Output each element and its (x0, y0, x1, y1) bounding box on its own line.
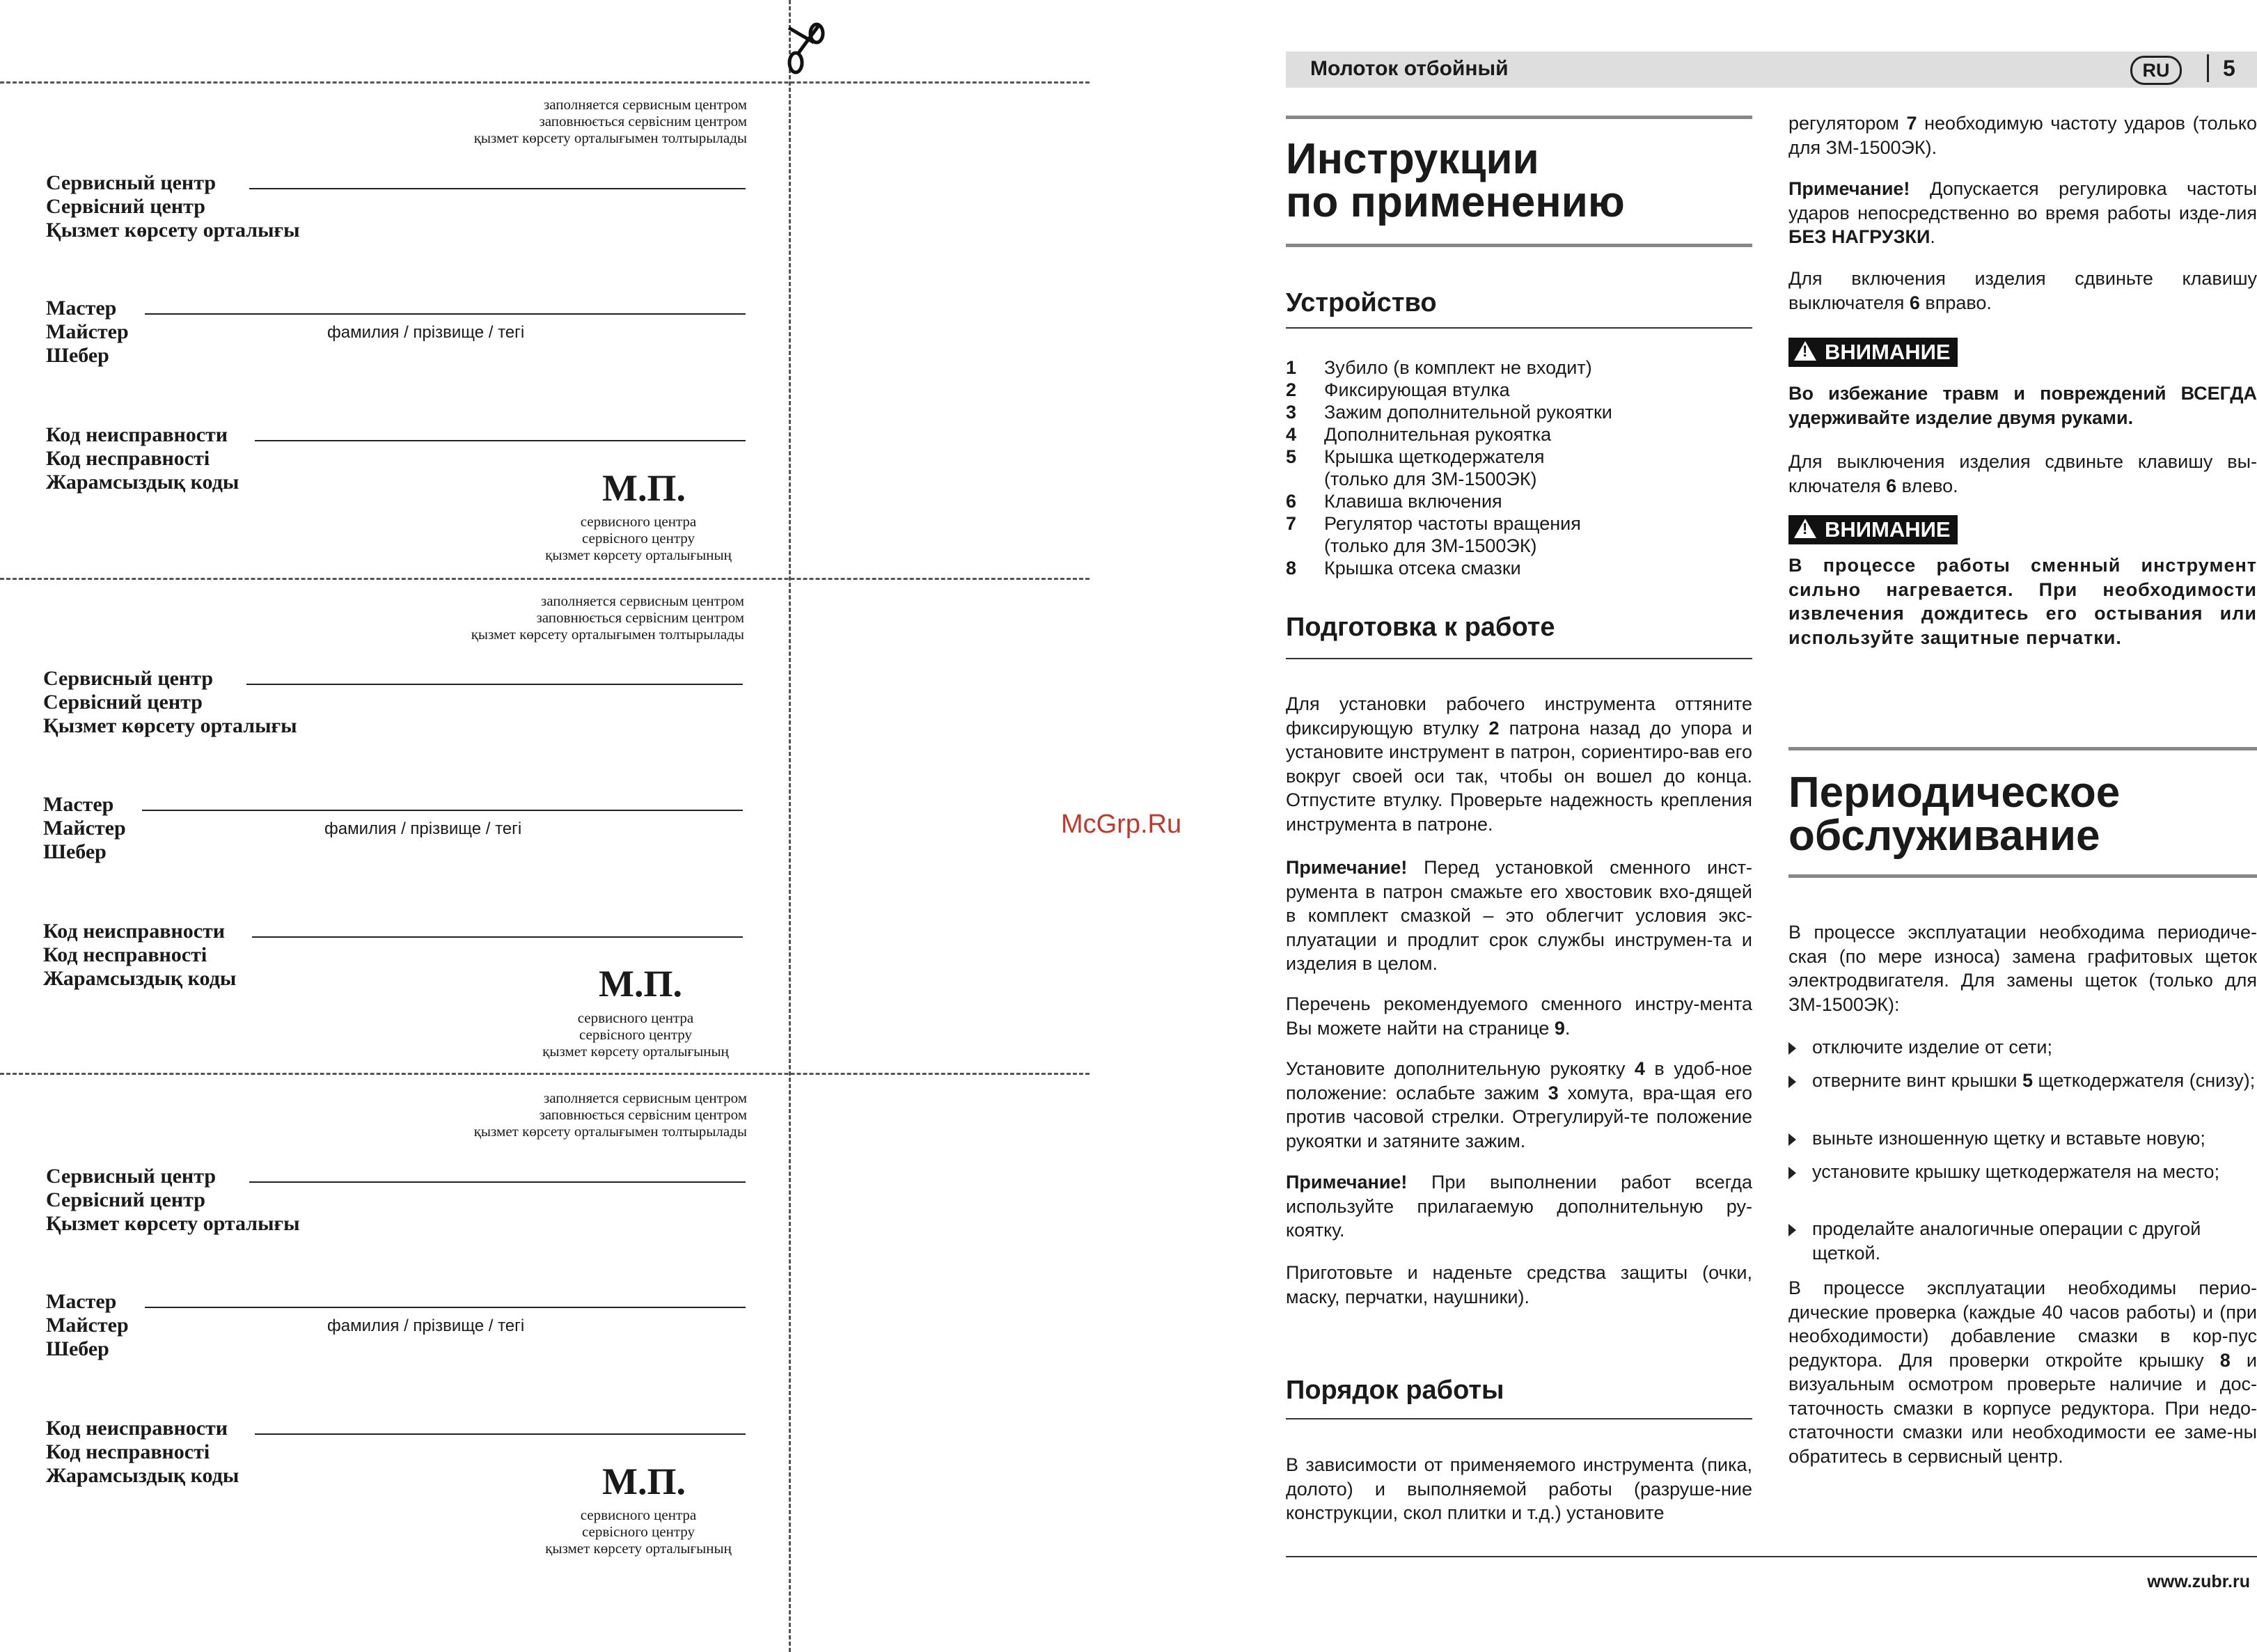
ref-number: 6 (1886, 475, 1897, 496)
note-label: Примечание! (1788, 178, 1910, 199)
service-center-label (46, 1165, 300, 1236)
watermark-text: McGrp.Ru (1061, 810, 1182, 839)
master-label (46, 1290, 129, 1361)
section-rule (1286, 244, 1752, 247)
item-number: 7 (1286, 513, 1297, 534)
section-title-line: Периодическое (1788, 769, 2121, 817)
fault-code-label-line: Жарамсыздық коды (46, 1464, 239, 1487)
scissors-icon (783, 21, 832, 84)
item-text: Зубило (в комплект не входит) (1324, 357, 1592, 378)
master-label-line: Майстер (46, 1314, 129, 1337)
text-run: влево. (1896, 475, 1958, 496)
master-label-line: Майстер (43, 817, 126, 840)
text-run: Установите дополнительную рукоятку (1286, 1058, 1635, 1079)
prep-paragraph-1 (1286, 692, 1752, 836)
text-run: вправо. (1919, 292, 1992, 313)
master-label-line: Шебер (43, 840, 107, 863)
stamp-title: М.П. (602, 467, 686, 509)
service-center-label (46, 171, 300, 242)
service-center-label-line: Сервісний центр (46, 1188, 205, 1211)
section-rule (1788, 874, 2257, 878)
service-center-field[interactable] (249, 1181, 746, 1183)
service-center-field[interactable] (249, 188, 746, 189)
note-label: Примечание! (1286, 1172, 1408, 1193)
item-number: 8 (1286, 558, 1297, 579)
fault-code-label-line: Код неисправности (43, 920, 226, 943)
stamp-caption-line: қызмет көрсету орталығының (545, 1540, 732, 1557)
stamp-title: М.П. (602, 1461, 686, 1502)
service-center-label-line: Сервісний центр (43, 691, 203, 714)
service-center-label-line: Сервисный центр (43, 667, 213, 690)
master-label-line: Шебер (46, 344, 109, 367)
fill-note-line: қызмет көрсету орталығымен толтырылады (473, 129, 747, 146)
stamp-caption-line: қызмет көрсету орталығының (545, 546, 732, 563)
device-list-item (1286, 356, 1752, 379)
service-center-field[interactable] (246, 684, 743, 685)
fault-code-field[interactable] (252, 936, 743, 938)
fill-note-line: заполняется сервисным центром (543, 96, 747, 113)
service-center-label (43, 667, 297, 738)
section-title-line: по применению (1286, 178, 1625, 226)
warning-label: ВНИМАНИЕ (1825, 340, 1951, 364)
step-text (1812, 1069, 2257, 1093)
text-run: патрона назад до упора и установите инструмент в патрон, сориентиро-вав его вокруг своей оси так, чтобы он вошел до конца. Отпустите втулку. Проверьте надежность крепления инструмента в патроне. (1286, 717, 1752, 835)
stamp-caption-line: сервисного центра (580, 1507, 697, 1523)
ref-number: 3 (1548, 1082, 1559, 1103)
name-hint: фамилия / прізвище / тегі (327, 1316, 525, 1335)
stamp-caption-line: сервісного центру (581, 530, 695, 546)
fill-note-line: заполняется сервисным центром (543, 1089, 747, 1106)
fault-code-field[interactable] (255, 440, 746, 441)
stamp-caption (492, 1507, 785, 1557)
bullet-arrow-icon (1788, 1076, 1796, 1088)
text-run: Для установки рабочего инструмента оттяните фиксирующую втулку (1286, 693, 1752, 739)
section-title-maintenance (1788, 771, 2120, 858)
work-order-paragraph (1286, 1453, 1752, 1525)
fault-code-label (46, 423, 239, 494)
item-number: 4 (1286, 424, 1297, 445)
service-center-label-line: Қызмет көрсету орталығы (46, 1212, 300, 1235)
text-run: щеткодержателя (снизу); (2032, 1070, 2256, 1091)
ref-number: 6 (1909, 292, 1920, 313)
text-run: . (1930, 226, 1935, 247)
fault-code-label (46, 1417, 239, 1488)
device-list-item (1286, 468, 1752, 490)
bullet-arrow-icon (1788, 1224, 1796, 1236)
ref-number: 4 (1634, 1058, 1645, 1079)
text-run: проделайте аналогичные операции с другой щеткой. (1812, 1218, 2201, 1264)
footer-rule (1286, 1556, 2257, 1557)
device-list-item (1286, 379, 1752, 401)
item-text: Регулятор частоты вращения (1324, 513, 1581, 534)
text-run: необходимую частоту ударов (только для ЗМ-1500ЭК). (1788, 113, 2257, 158)
text-run: . (1564, 1017, 1571, 1039)
service-center-label-line: Сервісний центр (46, 195, 205, 218)
bullet-arrow-icon (1788, 1133, 1796, 1146)
item-number: 6 (1286, 491, 1297, 512)
service-center-label-line: Сервисный центр (46, 1165, 216, 1188)
warning-icon: ! (1794, 519, 1816, 538)
work-order-heading: Порядок работы (1286, 1376, 1504, 1405)
section-title-line: обслуживание (1788, 812, 2100, 860)
fault-code-label-line: Жарамсыздық коды (46, 471, 239, 494)
stamp-caption-line: қызмет көрсету орталығының (542, 1043, 729, 1060)
fill-note-line: заполняется сервисным центром (540, 592, 744, 609)
device-list-item (1286, 401, 1752, 423)
page-title: Молоток отбойный (1310, 57, 1509, 80)
section-title-line: Инструкции (1286, 135, 1539, 183)
service-center-label-line: Қызмет көрсету орталығы (46, 219, 300, 242)
fault-code-label-line: Код несправності (46, 1440, 210, 1463)
heading-rule (1286, 658, 1752, 659)
page-number: 5 (2207, 54, 2235, 82)
text-run: При выполнении работ всегда используйте прилагаемую дополнительную ру-коятку. (1286, 1172, 1752, 1241)
prep-paragraph-6 (1286, 1261, 1752, 1309)
footer-url[interactable]: www.zubr.ru (2147, 1572, 2250, 1591)
text-run: отключите изделие от сети; (1812, 1037, 2053, 1057)
fault-code-label-line: Код несправності (46, 447, 210, 470)
item-text: Зажим дополнительной рукоятки (1324, 402, 1612, 423)
fill-note-line: заповнюється сервісним центром (539, 1106, 747, 1123)
fill-note (474, 96, 747, 146)
stamp-caption-line: сервисного центра (577, 1009, 694, 1026)
prep-paragraph-2 (1286, 856, 1752, 976)
col2-paragraph-2 (1788, 177, 2257, 249)
text-run: Перед установкой сменного инст-румента в патрон смажьте его хвостовик вхо-дящей в комплект смазкой – это облегчит условия экс-плуатации и продлит срок службы инструмен-та и изделия в целом. (1286, 857, 1752, 974)
warning-badge (1788, 515, 1958, 544)
text-run: Для включения изделия сдвиньте клавишу выключателя (1788, 268, 2257, 313)
ref-number: 2 (1488, 717, 1500, 739)
fill-note-line: қызмет көрсету орталығымен толтырылады (471, 626, 744, 643)
text-run: хомута, вра-щая его против часовой стрелки. Отрегулируй-те положение рукоятки и затяните зажим. (1286, 1082, 1752, 1151)
section-rule (1788, 747, 2257, 750)
master-field[interactable] (145, 313, 746, 315)
item-text: Клавиша включения (1324, 491, 1502, 512)
prep-paragraph-3 (1286, 992, 1752, 1040)
vertical-cut-line (789, 0, 791, 1652)
text-run: Допускается регулировка частоты ударов непосредственно во время работы изде-лия (1788, 178, 2257, 223)
fault-code-label-line: Код неисправности (46, 1417, 228, 1440)
service-coupon (0, 91, 789, 578)
heading-rule (1286, 327, 1752, 329)
master-label (43, 793, 126, 864)
language-badge: RU (2130, 56, 2182, 85)
col2-paragraph-1 (1788, 111, 2257, 159)
note-label: Примечание! (1286, 857, 1408, 878)
service-coupon (0, 588, 789, 1076)
item-number: 3 (1286, 402, 1297, 423)
item-text: Дополнительная рукоятка (1324, 424, 1552, 445)
item-text: Крышка щеткодержателя (1324, 446, 1545, 467)
text-run: Приготовьте и наденьте средства защиты (очки, маску, перчатки, наушники). (1286, 1262, 1752, 1307)
text-run: В зависимости от применяемого инструмента (пика, долото) и выполняемой работы (разруше-ние конструкции, скол плитки и т.д.) установите (1286, 1454, 1752, 1523)
master-label-line: Шебер (46, 1337, 109, 1360)
stamp-caption-line: сервисного центра (580, 513, 697, 530)
master-label-line: Майстер (46, 320, 129, 343)
device-list-item (1286, 490, 1752, 512)
text-run: выньте изношенную щетку и вставьте новую; (1812, 1128, 2205, 1149)
section-title-instructions (1286, 135, 1625, 226)
preparation-heading: Подготовка к работе (1286, 613, 1555, 642)
stamp-caption (489, 1009, 782, 1060)
device-list-item (1286, 557, 1752, 579)
device-list-item (1286, 535, 1752, 557)
service-center-label-line: Қызмет көрсету орталығы (43, 714, 297, 737)
text-run: установите крышку щеткодержателя на место; (1812, 1161, 2220, 1182)
section-rule (1286, 116, 1752, 119)
text-run: отверните винт крышки (1812, 1070, 2022, 1091)
warning-badge (1788, 338, 1958, 367)
stamp-title: М.П. (599, 963, 682, 1005)
master-label-line: Мастер (46, 1290, 117, 1313)
fault-code-label-line: Жарамсыздық коды (43, 967, 237, 990)
item-number: 1 (1286, 357, 1297, 378)
fill-note-line: қызмет көрсету орталығымен толтырылады (473, 1123, 747, 1140)
name-hint: фамилия / прізвище / тегі (324, 819, 522, 838)
text-run: В процессе эксплуатации необходимы перио-дические проверка (каждые 40 часов работы) и (при необходимости) добавление смазки в кор-пус редуктора. Для проверки откройте крышку (1788, 1277, 2257, 1371)
bullet-arrow-icon (1788, 1042, 1796, 1055)
device-list-item (1286, 423, 1752, 446)
maintenance-paragraph-2 (1788, 1276, 2257, 1468)
device-list-item (1286, 512, 1752, 535)
fill-note (471, 592, 744, 643)
item-text: Крышка отсека смазки (1324, 558, 1521, 579)
master-label-line: Мастер (46, 297, 117, 320)
text-run: Перечень рекомендуемого сменного инстру-мента Вы можете найти на странице (1286, 993, 1752, 1039)
col2-paragraph-3 (1788, 267, 2257, 315)
item-number: 5 (1286, 446, 1297, 467)
fault-code-label-line: Код несправності (43, 943, 207, 966)
text-run: в удоб-ное положение: ослабьте зажим (1286, 1058, 1752, 1103)
fault-code-label (43, 920, 236, 991)
stamp-caption (492, 513, 785, 563)
text-run: и визуальным осмотром проверьте наличие и дос-таточность смазки в корпусе редуктора. При недо-статочности смазки или необходимости ее заме-ны обратитесь в сервисный центр. (1788, 1349, 2257, 1467)
service-center-label-line: Сервисный центр (46, 171, 216, 194)
maintenance-paragraph-1: В процессе эксплуатации необходима периодиче-ская (по мере износа) замена графитовых щеток электродвигателя. Для замены щеток (только для ЗМ-1500ЭК): (1788, 922, 2257, 1015)
prep-paragraph-5 (1286, 1170, 1752, 1243)
item-text: (только для ЗМ-1500ЭК) (1324, 535, 1537, 556)
warning-icon: ! (1794, 341, 1816, 361)
text-run: регулятором (1788, 113, 1907, 134)
fill-note (474, 1089, 747, 1140)
step-text (1812, 1035, 2257, 1060)
col2-paragraph-4 (1788, 450, 2257, 498)
horizontal-cut-line (0, 578, 1090, 580)
warning-label: ВНИМАНИЕ (1825, 517, 1951, 542)
ref-number: 9 (1554, 1017, 1565, 1039)
stamp-caption-line: сервісного центру (579, 1026, 692, 1043)
fill-note-line: заповнюється сервісним центром (536, 609, 744, 626)
service-coupon (0, 1084, 789, 1571)
warning-text-1: Во избежание травм и повреждений ВСЕГДА удерживайте изделие двумя руками. (1788, 383, 2257, 428)
warning-text-2: В процессе работы сменный инструмент сильно нагревается. При необходимости извлечения дождитесь его остывания или используйте защитные перчатки. (1788, 555, 2257, 648)
heading-rule (1286, 1418, 1752, 1419)
master-label-line: Мастер (43, 793, 114, 816)
prep-paragraph-4 (1286, 1057, 1752, 1153)
device-list-item (1286, 446, 1752, 468)
fault-code-label-line: Код неисправности (46, 423, 228, 446)
ref-number: 5 (2022, 1070, 2033, 1091)
emphasis-text: БЕЗ НАГРУЗКИ (1788, 226, 1930, 247)
device-heading: Устройство (1286, 288, 1437, 317)
master-label (46, 297, 129, 368)
name-hint: фамилия / прізвище / тегі (327, 323, 525, 342)
stamp-caption-line: сервісного центру (581, 1523, 695, 1540)
master-field[interactable] (145, 1307, 746, 1308)
ref-number: 7 (1906, 113, 1917, 134)
step-text (1812, 1126, 2257, 1151)
master-field[interactable] (142, 810, 743, 811)
item-text: (только для ЗМ-1500ЭК) (1324, 469, 1537, 489)
item-number: 2 (1286, 379, 1297, 400)
step-text (1812, 1160, 2257, 1184)
fill-note-line: заповнюється сервісним центром (539, 113, 747, 129)
text-run: Для выключения изделия сдвиньте клавишу вы-ключателя (1788, 451, 2257, 496)
bullet-arrow-icon (1788, 1167, 1796, 1179)
ref-number: 8 (2219, 1349, 2231, 1371)
step-text (1812, 1217, 2257, 1265)
horizontal-cut-line (0, 81, 1090, 84)
item-text: Фиксирующая втулка (1324, 379, 1510, 400)
fault-code-field[interactable] (255, 1433, 746, 1435)
